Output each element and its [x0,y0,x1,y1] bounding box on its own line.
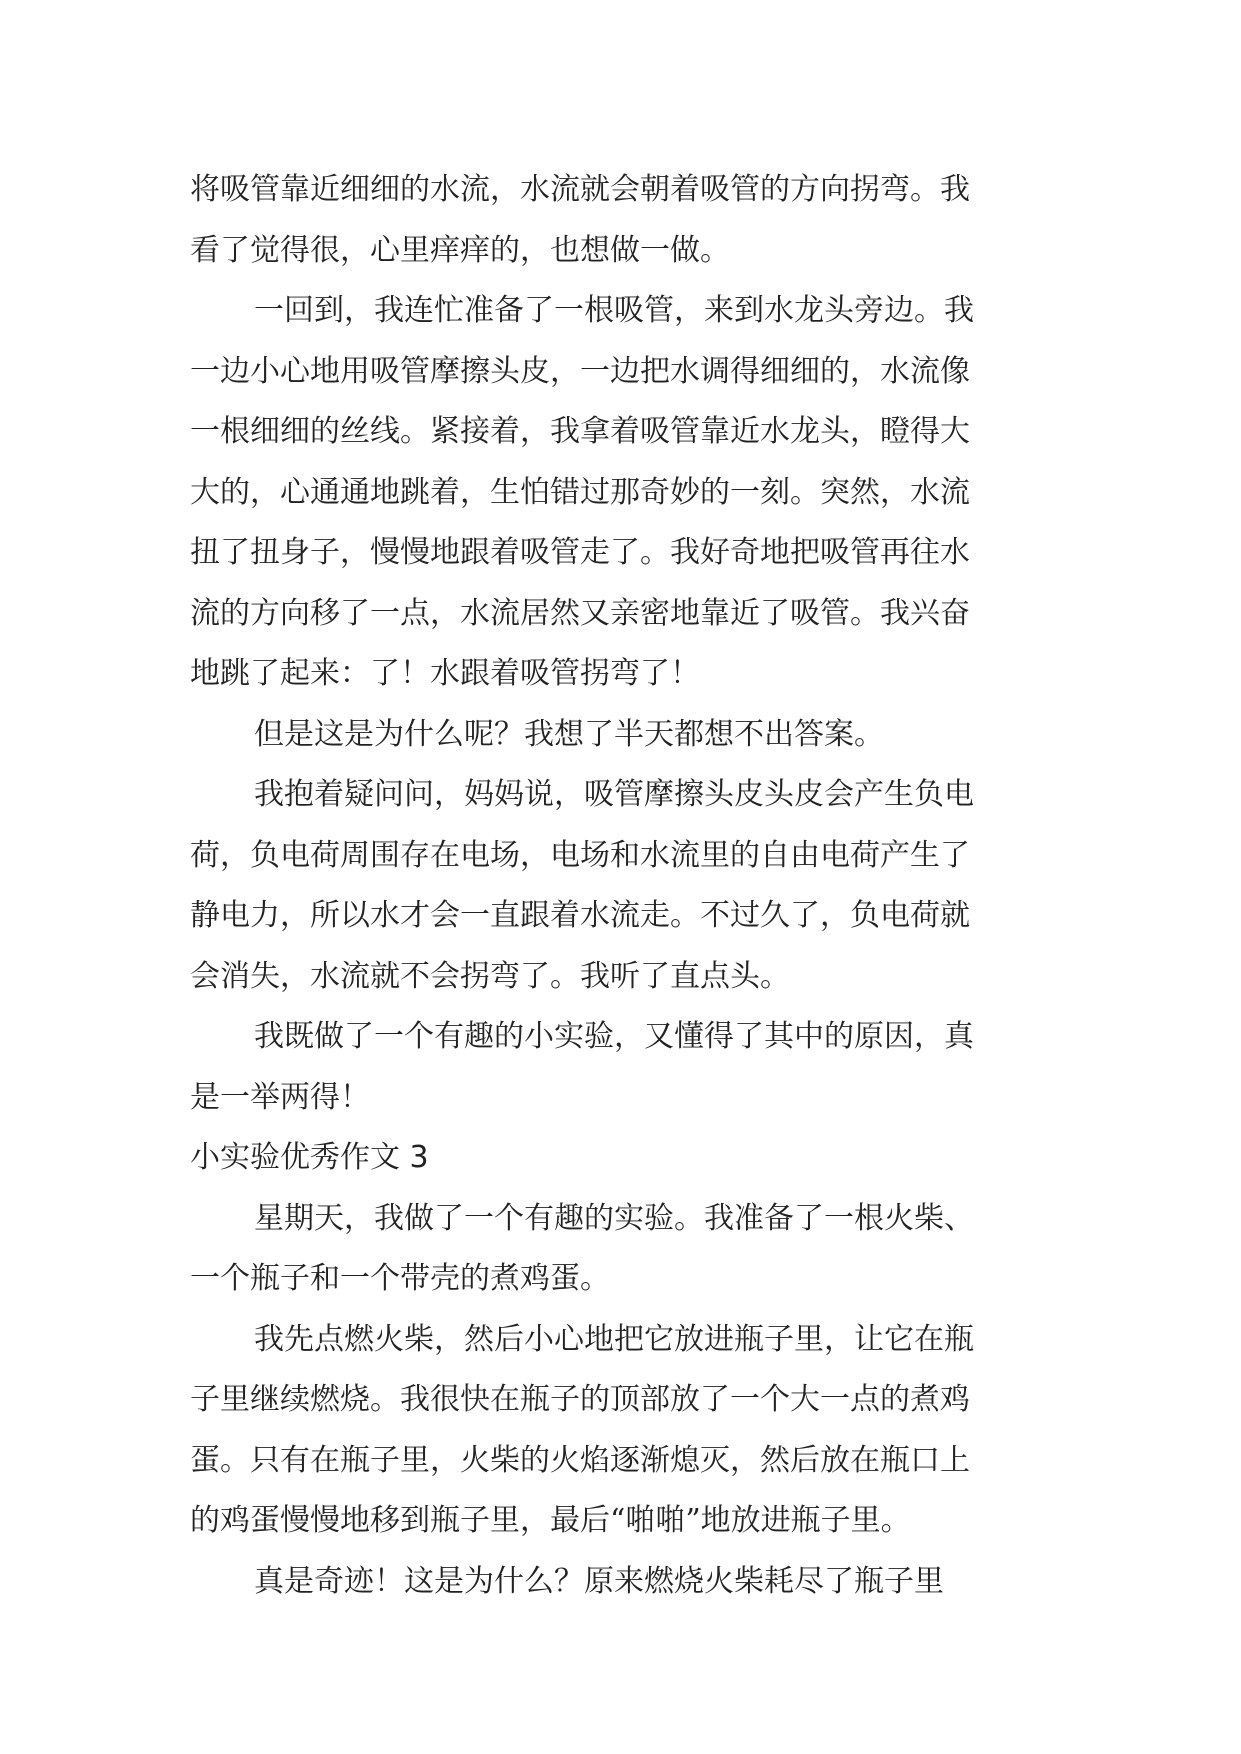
paragraph-start-line: 但是这是为什么呢？我想了半天都想不出答案。 [254,716,884,752]
body-line: 流的方向移了一点，水流居然又亲密地靠近了吸管。我兴奋 [190,595,970,631]
body-line: 将吸管靠近细细的水流，水流就会朝着吸管的方向拐弯。我 [190,172,970,207]
paragraph-start-line: 我先点燃火柴，然后小心地把它放进瓶子里，让它在瓶 [254,1321,974,1357]
body-line: 看了觉得很，心里痒痒的，也想做一做。 [190,232,730,268]
body-line: 子里继续燃烧。我很快在瓶子的顶部放了一个大一点的煮鸡 [190,1382,970,1417]
paragraph-start-line: 真是奇迹！这是为什么？原来燃烧火柴耗尽了瓶子里 [254,1563,944,1599]
body-line: 荷，负电荷周围存在电场，电场和水流里的自由电荷产生了 [190,837,970,873]
document-body [190,160,1050,1612]
section-heading: 小实验优秀作文 3 [190,1140,429,1175]
paragraph-start-line: 我抱着疑问问，妈妈说，吸管摩擦头皮头皮会产生负电 [254,777,974,812]
body-line: 地跳了起来：了！水跟着吸管拐弯了！ [190,656,700,691]
body-line: 的鸡蛋慢慢地移到瓶子里，最后“啪啪”地放进瓶子里。 [190,1503,911,1538]
paragraph-start-line: 一回到，我连忙准备了一根吸管，来到水龙头旁边。我 [254,293,974,328]
body-line: 静电力，所以水才会一直跟着水流走。不过久了，负电荷就 [190,898,970,933]
body-line: 会消失，水流就不会拐弯了。我听了直点头。 [190,958,790,994]
body-line: 一个瓶子和一个带壳的煮鸡蛋。 [190,1261,610,1296]
body-line: 扭了扭身子，慢慢地跟着吸管走了。我好奇地把吸管再往水 [190,535,970,570]
body-line: 是一举两得！ [190,1079,370,1115]
body-line: 一根细细的丝线。紧接着，我拿着吸管靠近水龙头，瞪得大 [190,414,970,449]
body-line: 大的，心通通地跳着，生怕错过那奇妙的一刻。突然，水流 [190,474,970,510]
paragraph-start-line: 星期天，我做了一个有趣的实验。我准备了一根火柴、 [254,1200,974,1236]
body-line: 蛋。只有在瓶子里，火柴的火焰逐渐熄灭，然后放在瓶口上 [190,1442,970,1478]
paragraph-start-line: 我既做了一个有趣的小实验，又懂得了其中的原因，真 [254,1019,974,1054]
body-line: 一边小心地用吸管摩擦头皮，一边把水调得细细的，水流像 [190,353,970,389]
